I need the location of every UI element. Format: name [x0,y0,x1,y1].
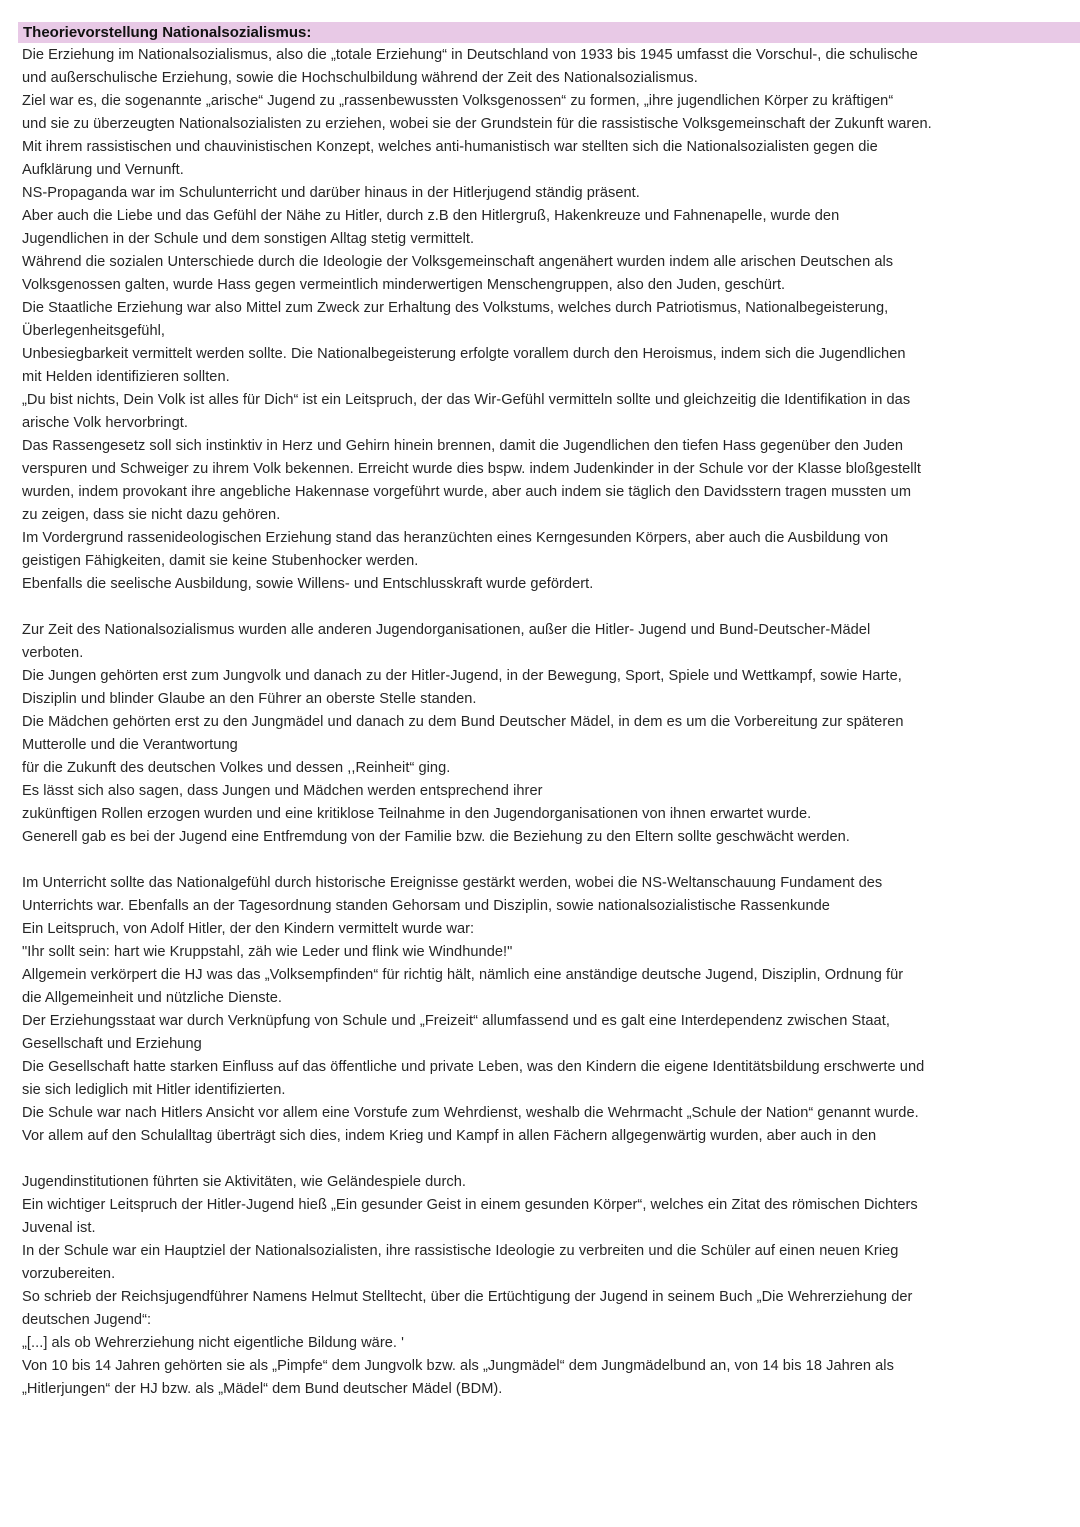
text-line: Mit ihrem rassistischen und chauvinistischen Konzept, welches anti-humanistisch war stellten sich die Nationalsozialisten gegen die [22,139,878,155]
text-line: Ein wichtiger Leitspruch der Hitler-Jugend hieß „Ein gesunder Geist in einem gesunden Körper“, welches ein Zitat des römischen Dichters [22,1197,918,1213]
text-line: Allgemein verkörpert die HJ was das „Volksempfinden“ für richtig hält, nämlich eine anständige deutsche Jugend, Disziplin, Ordnung für [22,967,904,983]
text-line: Jugendlichen in der Schule und dem sonstigen Alltag stetig vermittelt. [22,231,475,247]
text-line: Zur Zeit des Nationalsozialismus wurden alle anderen Jugendorganisationen, außer die Hitler- Jugend und Bund-Deutscher-Mädel [22,622,871,638]
text-line: Die Jungen gehörten erst zum Jungvolk und danach zu der Hitler-Jugend, in der Bewegung, Sport, Spiele und Wettkampf, sowie Harte, [22,668,902,684]
text-line: Im Vordergrund rassenideologischen Erziehung stand das heranzüchten eines Kerngesunden Körpers, aber auch die Ausbildung von [22,530,889,546]
text-line: Disziplin und blinder Glaube an den Führer an oberste Stelle standen. [22,691,477,707]
text-line: die Allgemeinheit und nützliche Dienste. [22,990,282,1006]
text-line: wurden, indem provokant ihre angebliche Hakennase vorgeführt wurde, aber auch indem sie täglich den Davidsstern tragen mussten um [22,484,912,500]
text-line: „Hitlerjungen“ der HJ bzw. als „Mädel“ dem Bund deutscher Mädel (BDM). [22,1381,503,1397]
text-line: Die Schule war nach Hitlers Ansicht vor allem eine Vorstufe zum Wehrdienst, weshalb die Wehrmacht „Schule der Nation“ genannt wurde. [22,1105,919,1121]
text-line: Unterrichts war. Ebenfalls an der Tagesordnung standen Gehorsam und Disziplin, sowie nationalsozialistische Rassenkunde [22,898,830,914]
text-line: Ziel war es, die sogenannte „arische“ Jugend zu „rassenbewussten Volksgenossen“ zu formen, „ihre jugendlichen Körper zu kräftigen“ [22,93,894,109]
text-line: sie sich lediglich mit Hitler identifizierten. [22,1082,286,1098]
text-line: vorzubereiten. [22,1266,116,1282]
text-line: Jugendinstitutionen führten sie Aktivitäten, wie Geländespiele durch. [22,1174,466,1190]
text-line: und außerschulische Erziehung, sowie die Hochschulbildung während der Zeit des Nationalsozialismus. [22,70,698,86]
text-line: arische Volk hervorbringt. [22,415,188,431]
text-line: Aber auch die Liebe und das Gefühl der Nähe zu Hitler, durch z.B den Hitlergruß, Hakenkreuze und Fahnenapelle, wurde den [22,208,840,224]
text-line: Es lässt sich also sagen, dass Jungen und Mädchen werden entsprechend ihrer [22,783,543,799]
text-line: Das Rassengesetz soll sich instinktiv in Herz und Gehirn hinein brennen, damit die Jugendlichen den tiefen Hass gegenüber den Juden [22,438,904,454]
text-line: Die Staatliche Erziehung war also Mittel zum Zweck zur Erhaltung des Volkstums, welches durch Patriotismus, Nationalbegeisterung, [22,300,889,316]
text-line: Unbesiegbarkeit vermittelt werden sollte. Die Nationalbegeisterung erfolgte vorallem durch den Heroismus, indem sich die Jugendlichen [22,346,906,362]
text-line: Ein Leitspruch, von Adolf Hitler, der den Kindern vermittelt wurde war: [22,921,475,937]
text-line: für die Zukunft des deutschen Volkes und dessen ,,Reinheit“ ging. [22,760,451,776]
text-line: Ebenfalls die seelische Ausbildung, sowie Willens- und Entschlusskraft wurde gefördert. [22,576,594,592]
text-line: Von 10 bis 14 Jahren gehörten sie als „Pimpfe“ dem Jungvolk bzw. als „Jungmädel“ dem Jungmädelbund an, von 14 bis 18 Jahren als [22,1358,894,1374]
text-line: deutschen Jugend“: [22,1312,152,1328]
text-line: Während die sozialen Unterschiede durch die Ideologie der Volksgemeinschaft angenähert wurden indem alle arischen Deutschen als [22,254,894,270]
text-line: zu zeigen, dass sie nicht dazu gehören. [22,507,281,523]
text-line: mit Helden identifizieren sollten. [22,369,230,385]
text-line: Juvenal ist. [22,1220,96,1236]
text-line: Vor allem auf den Schulalltag überträgt sich dies, indem Krieg und Kampf in allen Fächern allgegenwärtig wurden, aber auch in den [22,1128,877,1144]
text-line: Die Gesellschaft hatte starken Einfluss auf das öffentliche und private Leben, was den Kindern die eigene Identitätsbildung erschwerte und [22,1059,925,1075]
document-title: Theorievorstellung Nationalsozialismus: [23,24,312,41]
text-line: zukünftigen Rollen erzogen wurden und eine kritiklose Teilnahme in den Jugendorganisationen von ihnen erwartet wurde. [22,806,812,822]
text-line: Die Erziehung im Nationalsozialismus, also die „totale Erziehung“ in Deutschland von 1933 bis 1945 umfasst die Vorschul-, die schulische [22,47,918,63]
text-line: „Du bist nichts, Dein Volk ist alles für Dich“ ist ein Leitspruch, der das Wir-Gefühl vermitteln sollte und gleichzeitig die Identifikation in das [22,392,911,408]
text-line: Überlegenheitsgefühl, [22,323,166,339]
text-line: Die Mädchen gehörten erst zu den Jungmädel und danach zu dem Bund Deutscher Mädel, in dem es um die Vorbereitung zur späteren [22,714,904,730]
text-line: Der Erziehungsstaat war durch Verknüpfung von Schule und „Freizeit“ allumfassend und es galt eine Interdependenz zwischen Staat, [22,1013,890,1029]
text-line: Volksgenossen galten, wurde Hass gegen vermeintlich minderwertigen Menschengruppen, also den Juden, geschürt. [22,277,786,293]
text-line: In der Schule war ein Hauptziel der Nationalsozialisten, ihre rassistische Ideologie zu verbreiten und die Schüler auf einen neuen Krieg [22,1243,899,1259]
text-line: verboten. [22,645,84,661]
text-line: verspuren und Schweiger zu ihrem Volk bekennen. Erreicht wurde dies bspw. indem Judenkinder in der Schule vor der Klasse bloßgestellt [22,461,921,477]
text-line: So schrieb der Reichsjugendführer Namens Helmut Stelltecht, über die Ertüchtigung der Jugend in seinem Buch „Die Wehrerziehung der [22,1289,913,1305]
text-line: „[...] als ob Wehrerziehung nicht eigentliche Bildung wäre. ' [22,1335,404,1351]
text-line: NS-Propaganda war im Schulunterricht und darüber hinaus in der Hitlerjugend ständig präsent. [22,185,640,201]
text-line: Im Unterricht sollte das Nationalgefühl durch historische Ereignisse gestärkt werden, wobei die NS-Weltanschauung Fundament des [22,875,883,891]
text-line: Generell gab es bei der Jugend eine Entfremdung von der Familie bzw. die Beziehung zu den Eltern sollte geschwächt werden. [22,829,850,845]
text-line: Mutterolle und die Verantwortung [22,737,238,753]
text-line: und sie zu überzeugten Nationalsozialisten zu erziehen, wobei sie der Grundstein für die rassistische Volksgemeinschaft der Zukunft waren. [22,116,932,132]
text-line: geistigen Fähigkeiten, damit sie keine Stubenhocker werden. [22,553,419,569]
text-line: "Ihr sollt sein: hart wie Kruppstahl, zäh wie Leder und flink wie Windhunde!" [22,944,513,960]
text-line: Aufklärung und Vernunft. [22,162,184,178]
text-line: Gesellschaft und Erziehung [22,1036,202,1052]
